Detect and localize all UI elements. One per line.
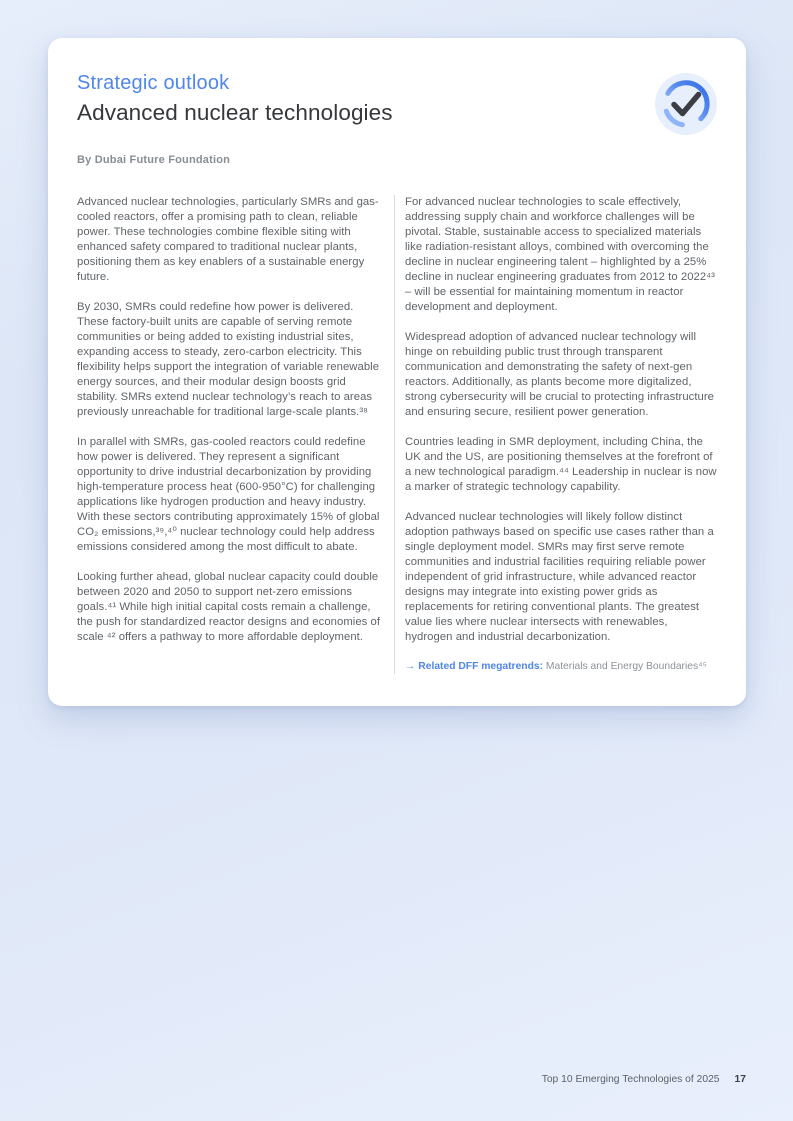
body-paragraph: Countries leading in SMR deployment, including China, the UK and the US, are positioning themselves at the forefront of a new technological paradigm.⁴⁴ Leadership in nuclear is now a marker of strategic technology capability. [405,436,717,493]
related-value: Materials and Energy Boundaries⁴⁵ [543,661,707,672]
related-megatrends-link[interactable] [405,660,717,674]
body-paragraph: Looking further ahead, global nuclear capacity could double between 2020 and 2050 to support net-zero emissions goals.⁴¹ While high initial capital costs remain a challenge, the push for standardized reactor designs and economies of scale ⁴² offers a pathway to more affordable deployment. [77,571,381,643]
body-paragraph: By 2030, SMRs could redefine how power is delivered. These factory-built units are capable of serving remote communities or being added to existing industrial sites, expanding access to steady, zero-carbon electricity. This flexibility helps support the integration of variable renewable energy sources, and their modular design boosts grid stability. SMRs extend nuclear technology’s reach to areas previously unreachable for traditional large-scale plants.³⁸ [77,301,380,418]
left-column [77,195,395,674]
body-paragraph: Widespread adoption of advanced nuclear technology will hinge on rebuilding public trust through transparent communication and demonstrating the safety of next-gen reactors. Additionally, as plants become more digitalized, strong cybersecurity will be crucial to protecting infrastructure and ensuring secure, resilient power generation. [405,331,715,418]
body-paragraph: Advanced nuclear technologies will likely follow distinct adoption pathways based on specific use cases rather than a single deployment model. SMRs may first serve remote communities and industrial facilities requiring reliable power independent of grid infrastructure, while advanced reactor designs may integrate into existing power grids as replacements for retiring conventional plants. The greatest value lies where nuclear intersects with renewables, hydrogen and industrial decarbonization. [405,511,714,643]
check-circle-svg [654,72,718,136]
related-label: Related DFF megatrends: [418,661,544,672]
right-column [395,195,717,674]
byline: By Dubai Future Foundation [77,154,231,166]
article-columns [77,195,717,674]
page-title: Advanced nuclear technologies [77,100,393,125]
body-paragraph: For advanced nuclear technologies to scale effectively, addressing supply chain and workforce challenges will be pivotal. Stable, sustainable access to specialized materials like radiation-resistant alloys, combined with overcoming the decline in nuclear engineering talent – highlighted by a 25% decline in nuclear engineering graduates from 2012 to 2022⁴³ – will be essential for maintaining momentum in reactor development and deployment. [405,196,715,313]
body-paragraph: In parallel with SMRs, gas-cooled reactors could redefine how power is delivered. They represent a significant opportunity to drive industrial decarbonization by providing high-temperature process heat (600-950°C) for challenging applications like hydrogen production and heavy industry. With these sectors contributing approximately 15% of global CO₂ emissions,³⁹,⁴⁰ nuclear technology could help address emissions considered among the most difficult to abate. [77,436,380,553]
body-paragraph: Advanced nuclear technologies, particularly SMRs and gas-cooled reactors, offer a promising path to clean, reliable power. These technologies combine flexible siting with enhanced safety compared to traditional nuclear plants, positioning them as key enablers of a sustainable energy future. [77,196,379,283]
page-footer [542,1074,746,1085]
footer-page-number: 17 [734,1074,746,1085]
content-card [48,38,746,706]
arrow-right-icon: → [405,661,416,672]
footer-report-title: Top 10 Emerging Technologies of 2025 [541,1074,720,1085]
section-eyebrow: Strategic outlook [77,72,230,94]
check-circle-icon [654,72,718,136]
